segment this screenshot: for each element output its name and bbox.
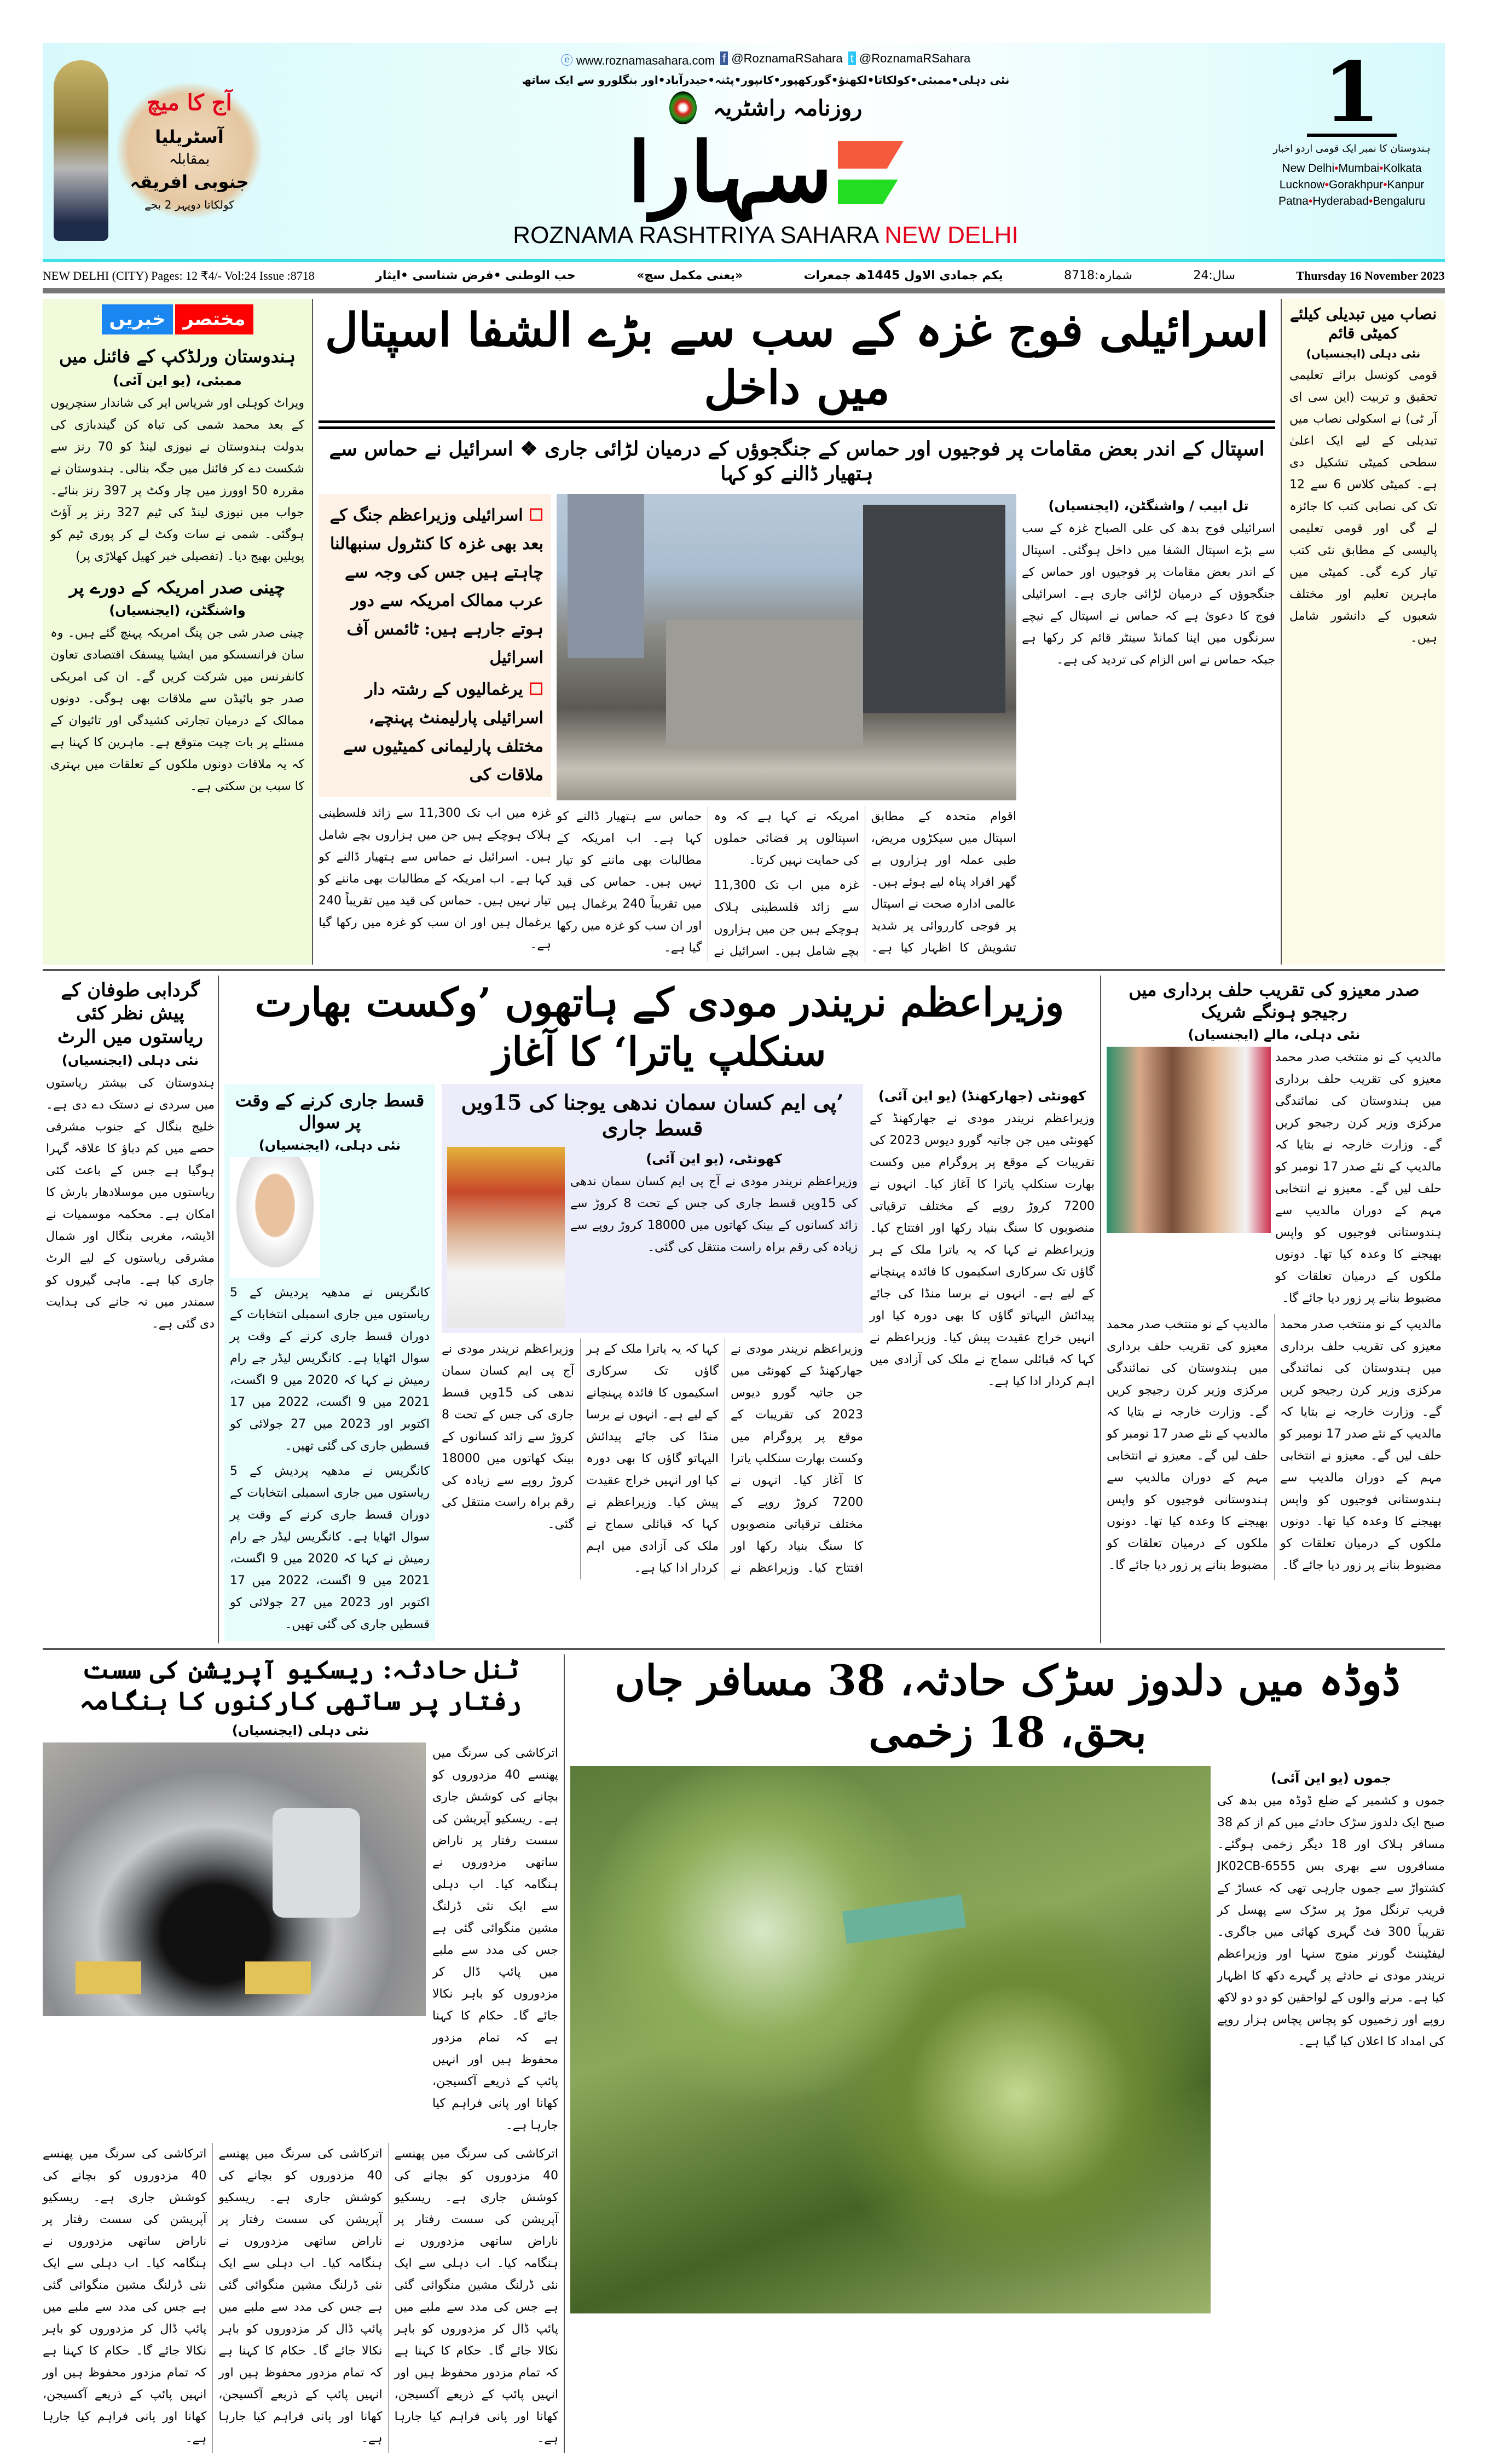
paragraph: اترکاشی کی سرنگ میں پھنسے 40 مزدوروں کو بچانے کی کوشش جاری ہے۔ ریسکیو آپریشن کی سست رفتار پر ناراض ساتھی مزدوروں نے ہنگامہ کیا۔ اب دہلی سے ایک نئی ڈرلنگ مشین منگوائی گئی ہے جس کی مدد سے ملبے میں پائپ ڈال کر مزدوروں کو باہر نکالا جائے گا۔ حکام کا کہنا ہے کہ تمام مزدور محفوظ ہیں اور انہیں پائپ کے ذریعے آکسیجن، کھانا اور پانی فراہم کیا جارہا ہے۔ <box>43 2146 207 2445</box>
box-headline: ’پی ایم کسان سمان ندھی یوجنا کی 15ویں قسط جاری <box>461 1089 844 1141</box>
paragraph: غزہ میں اب تک 11,300 سے زائد فلسطینی ہلاک ہوچکے ہیں جن میں ہزاروں بچے شامل ہیں۔ اسرائیل نے حماس سے ہتھیار ڈالنے کو کہا ہے۔ اب امریکہ کے مطالبات بھی ماننے کو تیار نہیں ہیں۔ حماس کی قید میں تقریباً 240 یرغمال ہیں اور ان سب کو غزہ میں رکھا گیا ہے۔ <box>557 809 859 958</box>
brief-body: ویراٹ کوہلی اور شریاس ایر کی شاندار سنچریوں کے بعد محمد شمی کی تباہ کن گیندبازی کی بدولت ہندوستان نے نیوزی لینڈ کو 70 رنز سے شکست دے کر فائنل میں جگہ بنالی۔ ہندوستان نے مقررہ 50 اوورز میں چار وکٹ پر 397 رنز بنائے۔ جواب میں نیوزی لینڈ کی ٹیم 327 رنز پر آؤٹ ہوگئی۔ شمی نے سات وکٹ لے کر پوری ٹیم کو پویلین بھیج دیا۔ (تفصیلی خبر کھیل کھلاڑی پر) <box>50 396 304 564</box>
logo-wordmark-row <box>628 124 903 221</box>
highlight-text: اسرائیلی وزیراعظم جنگ کے بعد بھی غزہ کا کنٹرول سنبھالنا چاہتے ہیں جس کی وجہ سے عرب ممالک امریکہ سے دور ہوتے جارہے ہیں: ٹائمس آف اسرائیل <box>329 505 543 667</box>
tunnel-story <box>43 1654 564 2453</box>
brief-headline: ہندوستان ورلڈکپ کے فائنل میں <box>59 346 296 367</box>
lead-headline: اسرائیلی فوج غزہ کے سب سے بڑے الشفا اسپتال میں داخل <box>325 302 1269 414</box>
paragraph: اقوام متحدہ کے مطابق اسپتال میں سیکڑوں مریض، طبی عملہ اور ہزاروں بے گھر افراد پناہ لیے ہوئے ہیں۔ عالمی ادارہ صحت نے اسپتال پر فوجی کارروائی پر شدید تشویش کا اظہار کیا ہے۔ امریکہ نے کہا ہے کہ وہ اسپتالوں پر فضائی حملوں کی حمایت نہیں کرتا۔ <box>714 809 1016 955</box>
brief-news-column <box>43 299 312 965</box>
tunnel-sign <box>76 1961 141 1994</box>
second-headline: وزیراعظم نریندر مودی کے ہاتھوں ’وکست بھارت سنکلپ یاترا‘ کا آغاز <box>254 978 1064 1075</box>
tunnel-photo <box>43 1742 426 2016</box>
modi-photo <box>447 1147 565 1328</box>
bullet-icon: ☐ <box>529 505 543 525</box>
logo-title-row <box>669 91 863 124</box>
sahara-emblem-icon <box>669 91 697 124</box>
paragraph: وزیراعظم نریندر مودی نے آج پی ایم کسان سمان ندھی کی 15ویں قسط جاری کی جس کے تحت 8 کروڑ سے زائد کسانوں کے بینک کھاتوں میں 18000 کروڑ روپے سے زیادہ کی رقم براہ راست منتقل کی گئی۔ <box>442 1342 575 1531</box>
building-shape <box>666 620 863 746</box>
brief-dateline: ممبئی، (یو این آئی) <box>113 373 242 389</box>
lead-body-right: اسرائیلی فوج بدھ کی علی الصباح غزہ کے سب سے بڑے اسپتال الشفا میں داخل ہوگئی۔ اسپتال کے اندر بعض مقامات پر فوجیوں اور حماس کے جنگجوؤں کے درمیان لڑائی جاری ہے۔ اسرائیلی فوج کا دعویٰ ہے کہ حماس نے اسپتال کے نیچے سرنگوں میں اپنا کمانڈ سینٹر قائم کر رکھا ہے جبکہ حماس نے اس الزام کی تردید کی ہے۔ <box>1022 521 1275 667</box>
lead-story <box>312 299 1282 965</box>
twitter-icon: t <box>848 51 856 65</box>
box-body-cont: کانگریس نے مدھیہ پردیش کے 5 ریاستوں میں جاری اسمبلی انتخابات کے دوران قسط جاری کرنے کے وقت پر سوال اٹھایا ہے۔ کانگریس لیڈر جے رام رمیش نے کہا کہ 2020 میں 9 اگست، 2021 میں 9 اگست، 2022 میں 17 اکتوبر اور 2023 میں 27 جولائی کو قسطیں جاری کی گئی تھیں۔ <box>230 1464 430 1631</box>
doda-body-right <box>1217 1766 1445 2053</box>
brief-label-red: مختصر <box>175 304 253 335</box>
versus: بمقابلہ <box>169 151 210 168</box>
team2: جنوبی افریقہ <box>130 171 249 192</box>
section-divider <box>43 1648 1445 1650</box>
highlight-text: یرغمالیوں کے رشتہ دار اسرائیلی پارلیمنٹ پہنچے، مختلف پارلیمانی کمیٹیوں سے ملاقات کی <box>343 679 543 784</box>
box-dateline: نئی دہلی، (ایجنسیاں) <box>258 1137 401 1153</box>
issue-urdu: شمارہ:8718 <box>1064 268 1132 282</box>
logo-prefix: روزنامہ راشٹریہ <box>713 95 863 121</box>
doda-body: جموں و کشمیر کے ضلع ڈوڈہ میں بدھ کی صبح ایک دلدوز سڑک حادثے میں کم از کم 38 مسافر ہلاک اور 18 دیگر زخمی ہوگئے۔ مسافروں سے بھری بس JK02CB-6555 کشتواڑ سے جموں جارہی تھی کہ عساڑ کے قریب ترنگل موڑ پر سڑک سے پھسل کر تقریباً 300 فٹ گہری کھائی میں جاگری۔ لیفٹیننٹ گورنر منوج سنہا اور وزیراعظم نریندر مودی نے حادثے پر گہرے دکھ کا اظہار کیا ہے۔ مرنے والوں کے لواحقین کو دو دو لاکھ روپے اور زخمیوں کو پچاس پچاس ہزار روپے کی امداد کا اعلان کیا گیا ہے۔ <box>1217 1793 1445 2048</box>
doda-story <box>564 1654 1445 2453</box>
dateline-text: تل ابیب / واشنگٹن، (ایجنسیاں) <box>1048 498 1249 513</box>
brief-headline: چینی صدر امریکہ کے دورے پر <box>69 577 286 598</box>
website-link[interactable]: www.roznamasahara.com <box>576 54 715 67</box>
brief-dateline: واشنگٹن، (ایجنسیاں) <box>109 603 246 619</box>
right-brief-headline: نصاب میں تبدیلی کیلئے کمیٹی قائم <box>1289 304 1437 342</box>
maldives-body: مالدیپ کے نو منتخب صدر محمد معیزو کی تقریب حلف برداری میں ہندوستان کی نمائندگی مرکزی وزیر کرن رجیجو کریں گے۔ وزارت خارجہ نے بتایا کہ مالدیپ کے نئے صدر 17 نومبر کو حلف لیں گے۔ معیزو نے انتخابی مہم کے دوران مالدیپ سے ہندوستانی فوجیوں کو واپس بھیجنے کا وعدہ کیا تھا۔ دونوں ملکوں کے درمیان تعلقات کو مضبوط بنانے پر زور دیا جائے گا۔ <box>1275 1050 1442 1305</box>
edition-name: NEW DELHI <box>884 222 1019 249</box>
city: Kanpur <box>1387 178 1425 191</box>
logo <box>273 51 1259 250</box>
rank-number: 1 <box>1307 51 1397 137</box>
world-cup-panel <box>54 51 262 250</box>
web-icon: ⓔ <box>560 54 573 67</box>
second-body-bottom <box>442 1338 863 1579</box>
building-shape <box>568 494 644 658</box>
highlight-item <box>326 676 543 789</box>
section-lead <box>43 299 1445 965</box>
slogan: «یعنی مکمل سچ» <box>637 268 743 282</box>
weather-alert-column <box>43 976 218 1643</box>
bus-accident-photo <box>570 1766 1211 2313</box>
paragraph: اترکاشی کی سرنگ میں پھنسے 40 مزدوروں کو بچانے کی کوشش جاری ہے۔ ریسکیو آپریشن کی سست رفتار پر ناراض ساتھی مزدوروں نے ہنگامہ کیا۔ اب دہلی سے ایک نئی ڈرلنگ مشین منگوائی گئی ہے جس کی مدد سے ملبے میں پائپ ڈال کر مزدوروں کو باہر نکالا جائے گا۔ حکام کا کہنا ہے کہ تمام مزدور محفوظ ہیں اور انہیں پائپ کے ذریعے آکسیجن، کھانا اور پانی فراہم کیا جارہا ہے۔ <box>394 2146 558 2445</box>
divider <box>43 288 1445 293</box>
city-list: New Delhi•Mumbai•Kolkata Lucknow•Gorakhpur•Kanpur Patna•Hyderabad•Bengaluru <box>1278 162 1426 207</box>
second-body: وزیراعظم نریندر مودی نے جھارکھنڈ کے کھونٹی میں جن جاتیہ گورو دیوس 2023 کی تقریبات کے موقع پر پروگرام میں وکست بھارت سنکلپ یاترا کا آغاز کیا۔ انہوں نے 7200 کروڑ روپے کے مختلف ترقیاتی منصوبوں کا سنگ بنیاد رکھا اور افتتاح کیا۔ وزیراعظم نے کہا کہ یہ یاترا ملک کے ہر گاؤں تک سرکاری اسکیموں کا فائدہ پہنچانے کے لیے ہے۔ انہوں نے برسا منڈا کی جائے پیدائش الیہاتو گاؤں کا بھی دورہ کیا اور انہیں خراج عقیدت پیش کیا۔ وزیراعظم نے کہا کہ قبائلی سماج نے ملک کی آزادی میں اہم کردار ادا کیا ہے۔ <box>870 1111 1095 1388</box>
bus-wreck <box>842 1895 966 1944</box>
english-name-line <box>513 221 1018 250</box>
rank-tagline: ہندوستان کا نمبر ایک قومی اردو اخبار <box>1273 143 1431 154</box>
tunnel-pipe <box>273 1808 360 1918</box>
highlights-box <box>319 494 551 797</box>
gaza-rubble-photo <box>557 494 1016 800</box>
lead-dateline <box>1022 494 1275 671</box>
city: New Delhi <box>1282 162 1335 175</box>
tunnel-dateline: نئی دہلی (ایجنسیاں) <box>232 1722 369 1738</box>
alert-headline: گردابی طوفان کے پیش نظر کئی ریاستوں میں الرٹ <box>57 979 204 1048</box>
jairam-ramesh-photo <box>230 1157 320 1278</box>
masthead <box>43 43 1445 262</box>
maldives-headline: صدر معیزو کی تقریب حلف برداری میں رجیجو ہونگے شریک <box>1129 979 1420 1022</box>
city: Bengaluru <box>1373 195 1426 207</box>
box-body: کانگریس نے مدھیہ پردیش کے 5 ریاستوں میں جاری اسمبلی انتخابات کے دوران قسط جاری کرنے کے وقت پر سوال اٹھایا ہے۔ کانگریس لیڈر جے رام رمیش نے کہا کہ 2020 میں 9 اگست، 2021 میں 9 اگست، 2022 میں 17 اکتوبر اور 2023 میں 27 جولائی کو قسطیں جاری کی گئی تھیں۔ <box>230 1285 430 1453</box>
alert-body: ہندوستان کی بیشتر ریاستوں میں سردی نے دستک دے دی ہے۔ خلیج بنگال کے جنوب مشرقی حصے میں کم دباؤ کا علاقہ گہرا ہوگیا ہے جس کے باعث کئی ریاستوں میں موسلادھار بارش کا امکان ہے۔ محکمہ موسمیات نے اڈیشہ، مغربی بنگال اور شمال مشرقی ریاستوں کے لیے الرٹ جاری کیا ہے۔ ماہی گیروں کو سمندر میں نہ جانے کی ہدایت دی گئی ہے۔ <box>46 1076 215 1331</box>
city: Lucknow <box>1279 178 1325 191</box>
dateline-bar <box>43 267 1445 285</box>
right-brief-dateline: نئی دہلی (ایجنسیاں) <box>1306 347 1421 360</box>
section-divider <box>43 969 1445 971</box>
logo-flag-green <box>838 180 898 204</box>
muizzu-photo <box>1107 1047 1271 1233</box>
building-shape <box>863 505 1005 713</box>
todays-match-box <box>117 83 262 218</box>
installment-question-box <box>224 1084 435 1641</box>
date-en: Thursday 16 November 2023 <box>1296 268 1445 282</box>
tunnel-body-right: اترکاشی کی سرنگ میں پھنسے 40 مزدوروں کو بچانے کی کوشش جاری ہے۔ ریسکیو آپریشن کی سست رفتار پر ناراض ساتھی مزدوروں نے ہنگامہ کیا۔ اب دہلی سے ایک نئی ڈرلنگ مشین منگوائی گئی ہے جس کی مدد سے ملبے میں پائپ ڈال کر مزدوروں کو باہر نکالا جائے گا۔ حکام کا کہنا ہے کہ تمام مزدور محفوظ ہیں اور انہیں پائپ کے ذریعے آکسیجن، کھانا اور پانی فراہم کیا جارہا ہے۔ <box>432 1746 558 2132</box>
english-name: ROZNAMA RASHTRIYA SAHARA <box>513 222 878 249</box>
city: Mumbai <box>1338 162 1380 175</box>
year-urdu: سال:24 <box>1193 268 1235 282</box>
right-brief-body: قومی کونسل برائے تعلیمی تحقیق و تربیت (این سی ای آر ٹی) نے اسکولی نصاب میں تبدیلی کے لیے ایک اعلیٰ سطحی کمیٹی تشکیل دی ہے۔ کمیٹی کلاس 6 سے 12 تک کی نصابی کتب کا جائزہ لے گی اور قومی تعلیمی پالیسی کے مطابق نئی کتب تیار کرے گی۔ کمیٹی میں ماہرین تعلیم اور مختلف شعبوں کے دانشور شامل ہیں۔ <box>1289 368 1437 645</box>
alert-dateline: نئی دہلی (ایجنسیاں) <box>61 1053 199 1069</box>
motto: حب الوطنی •فرض شناسی •ایثار <box>375 268 576 282</box>
city: Kolkata <box>1383 162 1422 175</box>
lead-subheadline: اسپتال کے اندر بعض مقامات پر فوجیوں اور حماس کے جنگجوؤں کے درمیان لڑائی جاری ❖ اسرائیل نے حماس سے ہتھیار ڈالنے کو کہا <box>329 437 1265 485</box>
city: Patna <box>1278 195 1309 207</box>
tunnel-body-bottom <box>43 2143 558 2453</box>
venue-time: کولکاتا دوپہر 2 بجے <box>144 198 234 212</box>
box-dateline: کھونٹی، (یو این آئی) <box>646 1151 782 1167</box>
twitter-handle[interactable]: @RoznamaRSahara <box>859 51 971 65</box>
paragraph: مالدیپ کے نو منتخب صدر محمد معیزو کی تقریب حلف برداری میں ہندوستان کی نمائندگی مرکزی وزیر کرن رجیجو کریں گے۔ وزارت خارجہ نے بتایا کہ مالدیپ کے نئے صدر 17 نومبر کو حلف لیں گے۔ معیزو نے انتخابی مہم کے دوران مالدیپ سے ہندوستانی فوجیوں کو واپس بھیجنے کا وعدہ کیا تھا۔ دونوں ملکوں کے درمیان تعلقات کو مضبوط بنانے پر زور دیا جائے گا۔ <box>1107 1317 1269 1572</box>
maldives-dateline: نئی دہلی، مالے (ایجنسیاں) <box>1188 1026 1361 1042</box>
maldives-body-cont <box>1107 1314 1442 1580</box>
section-second <box>43 976 1445 1643</box>
logo-text: سہارا <box>628 124 832 221</box>
second-dateline: کھونٹی (جھارکھنڈ) (یو این آئی) <box>878 1088 1086 1104</box>
facebook-icon: f <box>720 51 728 65</box>
doda-dateline: جموں (یو این آئی) <box>1270 1770 1392 1786</box>
editions-urdu: نئی دہلی•ممبئی•کولکاتا•لکھنؤ•گورکھپور•کانپور•پٹنہ•حیدرآباد•اور بنگلورو سے ایک ساتھ <box>522 73 1010 86</box>
brief-body: چینی صدر شی جن پنگ امریکہ پہنچ گئے ہیں۔ وہ سان فرانسسکو میں ایشیا پیسفک اقتصادی تعاون کانفرنس میں شرکت کریں گے۔ ان کی امریکی صدر جو بائیڈن سے ملاقات بھی ہوگی۔ دونوں ممالک کے درمیان تجارتی کشیدگی اور تائیوان کے مسئلے پر بات چیت متوقع ہے۔ ماہرین کا کہنا ہے کہ یہ ملاقات دونوں ملکوں کے تعلقات میں بہتری کا سبب بن سکتی ہے۔ <box>50 626 304 794</box>
trophy-icon <box>54 60 108 241</box>
lead-body-left: غزہ میں اب تک 11,300 سے زائد فلسطینی ہلاک ہوچکے ہیں جن میں ہزاروں بچے شامل ہیں۔ اسرائیل نے حماس سے ہتھیار ڈالنے کو کہا ہے۔ اب امریکہ کے مطالبات بھی ماننے کو تیار نہیں ہیں۔ حماس کی قید میں تقریباً 240 یرغمال ہیں اور ان سب کو غزہ میں رکھا گیا ہے۔ <box>319 806 551 951</box>
tunnel-headline: ٹنل حادثہ: ریسکیو آپریشن کی سست رفتار پر ساتھی کارکنوں کا ہنگامہ <box>79 1654 522 1716</box>
pm-kisan-box <box>442 1084 863 1333</box>
box-headline: قسط جاری کرنے کے وقت پر سوال <box>235 1089 425 1133</box>
facebook-handle[interactable]: @RoznamaRSahara <box>731 51 843 65</box>
paragraph: وزیراعظم نریندر مودی نے جھارکھنڈ کے کھونٹی میں جن جاتیہ گورو دیوس 2023 کی تقریبات کے موقع پر پروگرام میں وکست بھارت سنکلپ یاترا کا آغاز کیا۔ انہوں نے 7200 کروڑ روپے کے مختلف ترقیاتی منصوبوں کا سنگ بنیاد رکھا اور افتتاح کیا۔ وزیراعظم نے کہا کہ یہ یاترا ملک کے ہر گاؤں تک سرکاری اسکیموں کا فائدہ پہنچانے کے لیے ہے۔ انہوں نے برسا منڈا کی جائے پیدائش الیہاتو گاؤں کا بھی دورہ کیا اور انہیں خراج عقیدت پیش کیا۔ وزیراعظم نے کہا کہ قبائلی سماج نے ملک کی آزادی میں اہم کردار ادا کیا ہے۔ <box>586 1342 863 1575</box>
team1: آسٹریلیا <box>155 126 224 148</box>
maldives-story <box>1101 976 1445 1643</box>
right-brief-column <box>1282 299 1445 965</box>
social-links <box>561 51 970 68</box>
section-bottom <box>43 1654 1445 2453</box>
bullet-icon: ☐ <box>529 679 543 699</box>
city: Hyderabad <box>1312 195 1369 207</box>
brief-label-blue: خبریں <box>102 304 173 335</box>
edition-info: NEW DELHI (CITY) Pages: 12 ₹4/- Vol:24 Issue :8718 <box>43 268 315 282</box>
logo-flag-saffron <box>838 141 904 169</box>
match-label: آج کا میچ <box>147 90 232 116</box>
paragraph: اترکاشی کی سرنگ میں پھنسے 40 مزدوروں کو بچانے کی کوشش جاری ہے۔ ریسکیو آپریشن کی سست رفتار پر ناراض ساتھی مزدوروں نے ہنگامہ کیا۔ اب دہلی سے ایک نئی ڈرلنگ مشین منگوائی گئی ہے جس کی مدد سے ملبے میں پائپ ڈال کر مزدوروں کو باہر نکالا جائے گا۔ حکام کا کہنا ہے کہ تمام مزدور محفوظ ہیں اور انہیں پائپ کے ذریعے آکسیجن، کھانا اور پانی فراہم کیا جارہا ہے۔ <box>218 2146 383 2445</box>
box-body: وزیراعظم نریندر مودی نے آج پی ایم کسان سمان ندھی کی 15ویں قسط جاری کی جس کے تحت 8 کروڑ سے زائد کسانوں کے بینک کھاتوں میں 18000 کروڑ روپے سے زیادہ کی رقم براہ راست منتقل کی گئی۔ <box>570 1174 858 1254</box>
second-story <box>218 976 1101 1643</box>
city: Gorakhpur <box>1328 178 1384 191</box>
tunnel-sign <box>245 1961 311 1994</box>
second-body-right <box>870 1084 1095 1393</box>
hijri-date: یکم جمادی الاول 1445ھ جمعرات <box>803 268 1003 282</box>
lead-body-bottom <box>557 806 1016 962</box>
doda-headline: ڈوڈہ میں دلدوز سڑک حادثہ، 38 مسافر جاں بحق، 18 زخمی <box>615 1655 1401 1757</box>
number-one-badge <box>1270 44 1434 250</box>
highlight-item <box>326 501 543 672</box>
headline-rule <box>319 420 1275 429</box>
paragraph: مالدیپ کے نو منتخب صدر محمد معیزو کی تقریب حلف برداری میں ہندوستان کی نمائندگی مرکزی وزیر کرن رجیجو کریں گے۔ وزارت خارجہ نے بتایا کہ مالدیپ کے نئے صدر 17 نومبر کو حلف لیں گے۔ معیزو نے انتخابی مہم کے دوران مالدیپ سے ہندوستانی فوجیوں کو واپس بھیجنے کا وعدہ کیا تھا۔ دونوں ملکوں کے درمیان تعلقات کو مضبوط بنانے پر زور دیا جائے گا۔ <box>1280 1317 1442 1572</box>
